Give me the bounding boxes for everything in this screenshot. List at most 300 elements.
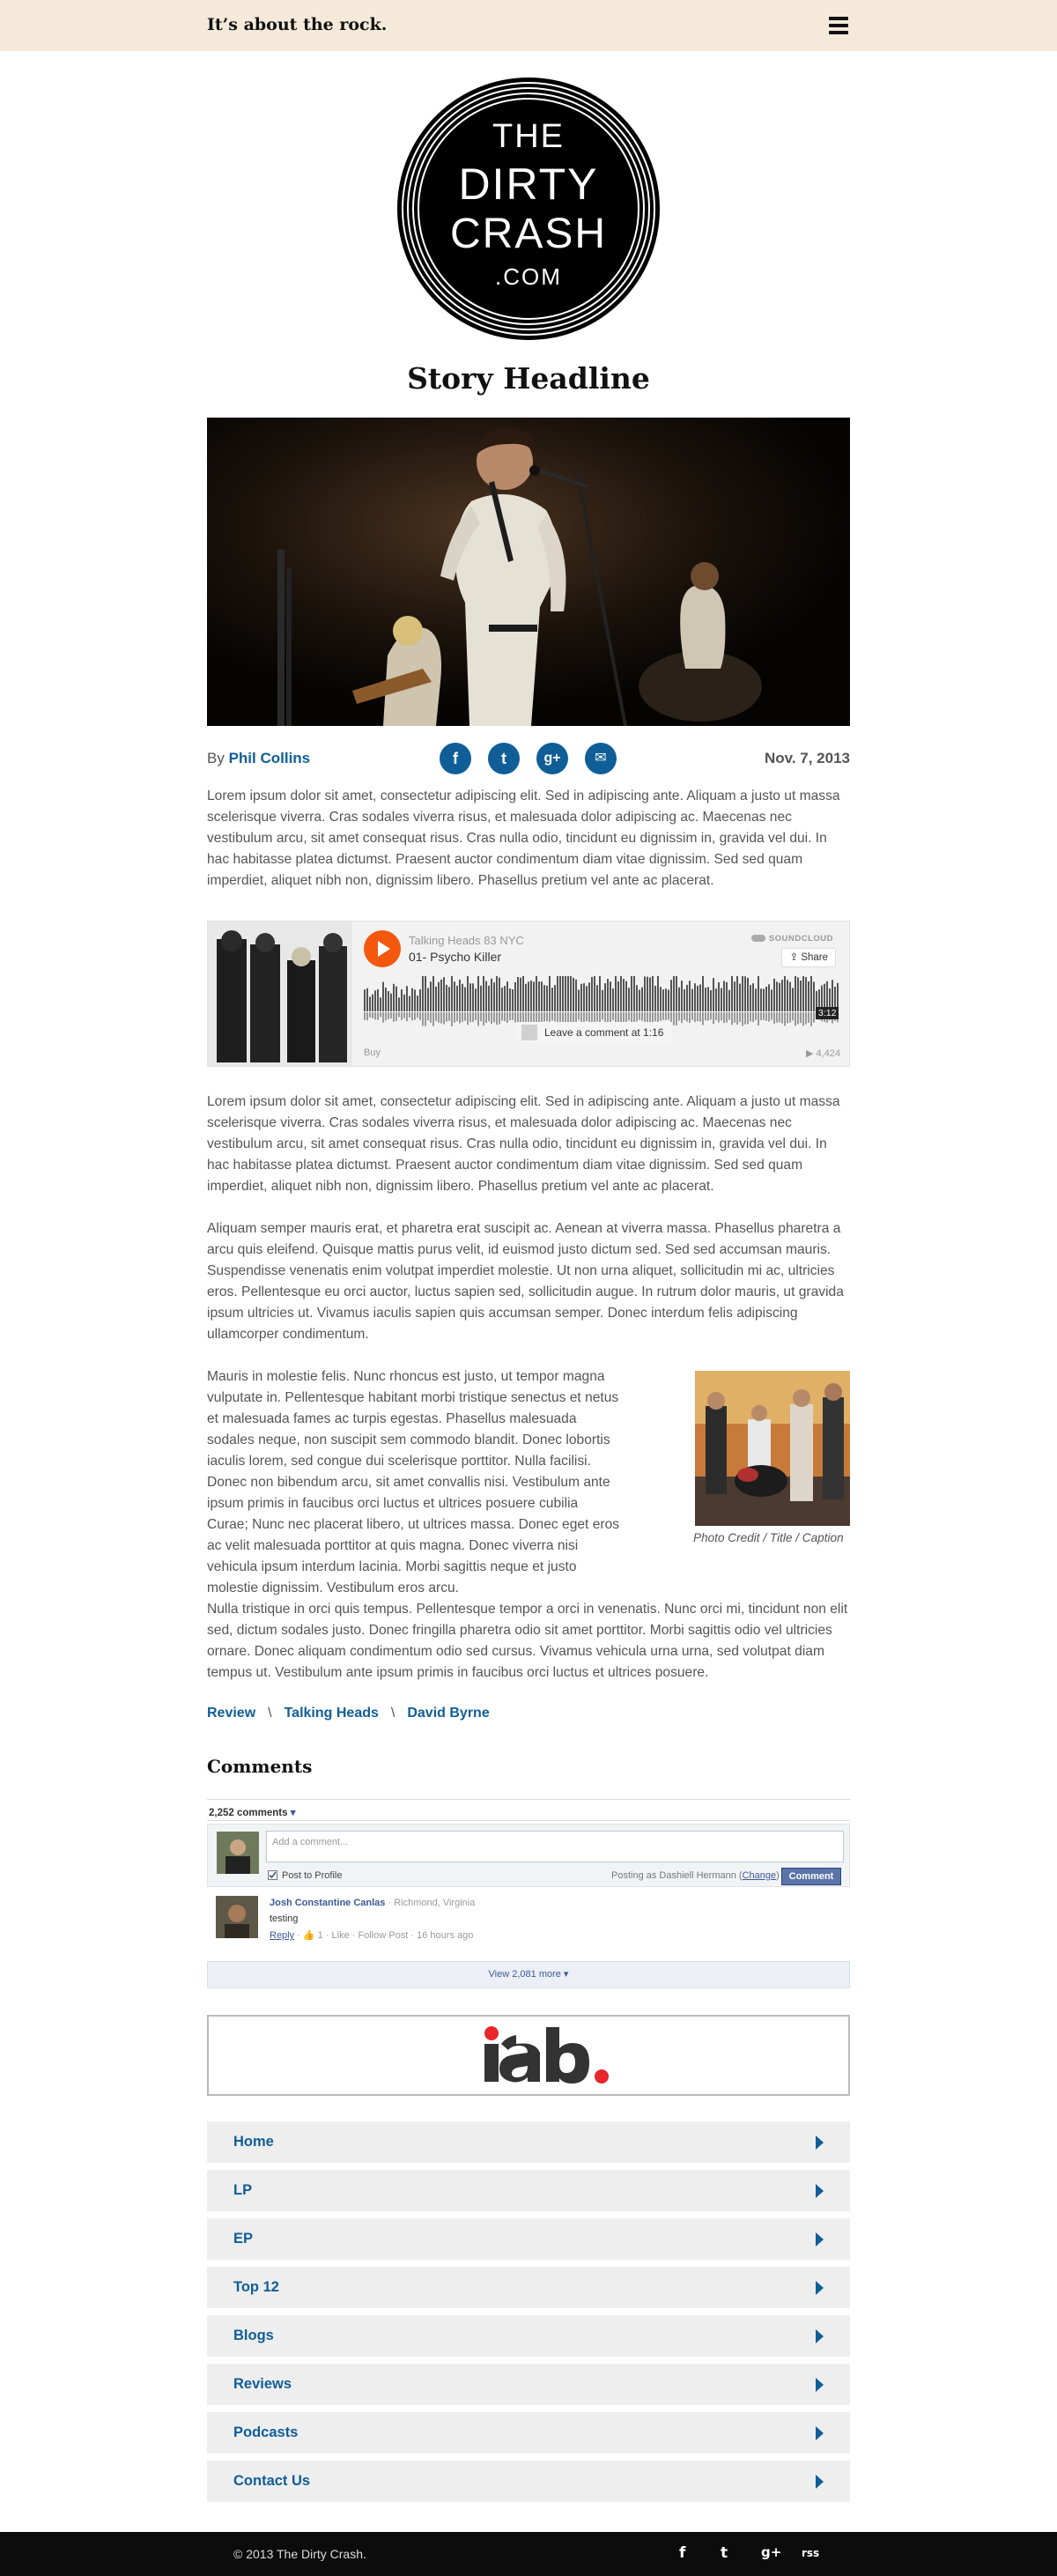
waveform-bar xyxy=(789,982,791,1011)
waveform-reflection xyxy=(760,1012,762,1020)
reply-link[interactable]: Reply xyxy=(270,1930,295,1941)
nav-item-blogs[interactable] xyxy=(207,2315,850,2357)
comment-prompt-text: Leave a comment at 1:16 xyxy=(544,1026,664,1039)
waveform-reflection xyxy=(734,1012,735,1023)
waveform-bar xyxy=(728,990,730,1011)
waveform-reflection xyxy=(382,1012,384,1023)
waveform-bar xyxy=(512,989,514,1011)
waveform-reflection xyxy=(779,1012,780,1022)
waveform-bar xyxy=(660,987,662,1011)
waveform-reflection xyxy=(583,1012,585,1022)
waveform-reflection xyxy=(739,1012,741,1022)
waveform-bar xyxy=(760,988,762,1011)
waveform-reflection xyxy=(795,1012,796,1025)
post-to-profile-label: Post to Profile xyxy=(282,1870,343,1881)
waveform-reflection xyxy=(480,1012,482,1021)
waveform-bar xyxy=(723,981,725,1011)
soundcloud-track-title[interactable]: 01- Psycho Killer xyxy=(409,950,502,964)
soundcloud-brand[interactable] xyxy=(751,934,833,944)
waveform-reflection xyxy=(422,1012,424,1026)
waveform-reflection xyxy=(499,1012,500,1024)
chevron-right-icon xyxy=(816,2232,824,2247)
waveform-reflection xyxy=(721,1012,722,1020)
waveform-reflection xyxy=(705,1012,706,1020)
change-account-link[interactable]: Change xyxy=(742,1870,777,1881)
waveform-reflection xyxy=(366,1012,368,1020)
inline-photo[interactable] xyxy=(695,1371,850,1526)
waveform-bar xyxy=(602,990,603,1011)
waveform-bar xyxy=(800,981,802,1011)
waveform-bar xyxy=(686,985,688,1011)
share-icon: ⇪ xyxy=(789,952,802,963)
waveform-bar xyxy=(364,989,366,1011)
waveform-bar xyxy=(575,980,577,1011)
chevron-right-icon xyxy=(816,2426,824,2440)
waveform-reflection xyxy=(752,1012,754,1022)
copyright-text: © 2013 The Dirty Crash. xyxy=(233,2547,366,2561)
waveform-reflection xyxy=(514,1012,516,1023)
waveform-reflection xyxy=(390,1012,392,1018)
waveform-reflection xyxy=(551,1012,553,1020)
waveform-bar xyxy=(808,981,809,1011)
waveform-bar xyxy=(504,986,506,1011)
waveform-bar xyxy=(718,982,720,1011)
user-avatar-icon xyxy=(521,1025,537,1040)
posting-as-prefix: Posting as Dashiell Hermann ( xyxy=(611,1870,743,1881)
waveform-reflection xyxy=(718,1012,720,1023)
waveform-reflection xyxy=(419,1012,421,1020)
waveform-bar xyxy=(472,983,474,1011)
waveform-reflection xyxy=(491,1012,492,1024)
nav-item-contact-us[interactable] xyxy=(207,2461,850,2502)
waveform-reflection xyxy=(512,1012,514,1020)
waveform-bar xyxy=(652,976,654,1011)
waveform-reflection xyxy=(578,1012,580,1020)
waveform-bar xyxy=(673,976,675,1011)
waveform-bar xyxy=(406,986,408,1011)
waveform-bar xyxy=(522,976,524,1011)
tag-list xyxy=(207,1706,490,1721)
story-headline: Story Headline xyxy=(407,361,650,396)
commenter-avatar[interactable] xyxy=(216,1896,258,1938)
waveform-bar xyxy=(787,980,788,1011)
waveform-bar xyxy=(530,981,532,1011)
waveform-bar xyxy=(615,976,617,1011)
nav-label: Contact Us xyxy=(233,2473,311,2489)
logo-text-crash: CRASH xyxy=(449,211,608,257)
waveform-reflection xyxy=(805,1012,807,1025)
waveform-reflection xyxy=(467,1012,469,1025)
waveform-reflection xyxy=(488,1012,490,1021)
waveform-reflection xyxy=(496,1012,498,1025)
album-art xyxy=(208,922,352,1066)
waveform-bar xyxy=(443,977,445,1011)
waveform-reflection xyxy=(686,1012,688,1022)
waveform-reflection xyxy=(602,1012,603,1019)
waveform-reflection xyxy=(744,1012,746,1025)
waveform-bar xyxy=(771,989,772,1011)
waveform-reflection xyxy=(792,1012,794,1020)
waveform-bar xyxy=(763,988,765,1011)
waveform-bar xyxy=(699,984,701,1011)
waveform-reflection xyxy=(636,1012,638,1021)
waveform-bar xyxy=(565,976,566,1011)
waveform-bar xyxy=(647,977,648,1011)
waveform-reflection xyxy=(604,1012,606,1022)
comment-entry xyxy=(207,1896,850,1949)
soundcloud-artist[interactable]: Talking Heads 83 NYC xyxy=(409,934,524,947)
chevron-right-icon xyxy=(816,2136,824,2150)
waveform-bar xyxy=(691,989,693,1011)
viewer-avatar xyxy=(217,1832,259,1874)
iab-ad-banner[interactable] xyxy=(207,2015,850,2096)
soundcloud-play-button[interactable] xyxy=(364,930,401,967)
waveform-reflection xyxy=(393,1012,395,1022)
nav-item-lp[interactable] xyxy=(207,2170,850,2211)
waveform-bar xyxy=(448,987,450,1011)
waveform-reflection xyxy=(802,1012,804,1025)
waveform-bar xyxy=(596,985,598,1011)
waveform-reflection xyxy=(713,1012,714,1024)
thumbs-up-icon: 👍 xyxy=(302,1930,315,1941)
waveform-bar xyxy=(633,976,635,1011)
waveform-bar xyxy=(559,976,561,1011)
waveform-reflection xyxy=(736,1012,738,1025)
waveform-reflection xyxy=(639,1012,640,1020)
waveform-bar xyxy=(454,981,455,1011)
waveform-reflection xyxy=(808,1012,809,1023)
nav-item-reviews[interactable] xyxy=(207,2364,850,2405)
waveform-bar xyxy=(654,986,656,1011)
waveform-reflection xyxy=(668,1012,669,1020)
author-link[interactable]: Phil Collins xyxy=(228,750,311,766)
chevron-right-icon xyxy=(816,2475,824,2489)
waveform-reflection xyxy=(673,1012,675,1025)
soundcloud-comment-prompt[interactable] xyxy=(516,1022,672,1043)
waveform-bar xyxy=(496,976,498,1011)
chevron-right-icon xyxy=(816,2184,824,2198)
waveform-reflection xyxy=(475,1012,477,1020)
waveform-reflection xyxy=(493,1012,495,1022)
waveform-reflection xyxy=(435,1012,437,1021)
googleplus-share-icon[interactable]: g+ xyxy=(536,743,568,774)
waveform-reflection xyxy=(641,1012,643,1021)
waveform-bar xyxy=(432,976,434,1011)
soundcloud-share-label: Share xyxy=(801,952,828,963)
comment-input[interactable]: Add a comment... xyxy=(266,1831,844,1862)
waveform-bar xyxy=(525,984,527,1011)
tag-link-review[interactable]: Review xyxy=(207,1706,256,1721)
waveform-reflection xyxy=(462,1012,463,1022)
waveform-bar xyxy=(736,976,738,1011)
waveform-bar xyxy=(499,978,500,1011)
waveform-reflection xyxy=(588,1012,590,1022)
waveform-reflection xyxy=(427,1012,429,1020)
nav-item-podcasts[interactable] xyxy=(207,2412,850,2454)
waveform-bar xyxy=(684,989,685,1011)
waveform-bar xyxy=(702,976,704,1011)
waveform-bar xyxy=(747,978,749,1011)
waveform-reflection xyxy=(425,1012,426,1026)
posting-as xyxy=(611,1870,780,1881)
waveform-reflection xyxy=(586,1012,588,1021)
facebook-share-icon[interactable]: f xyxy=(440,743,471,774)
footer-facebook-icon[interactable]: f xyxy=(679,2544,686,2562)
waveform-bar xyxy=(380,997,381,1011)
waveform-reflection xyxy=(369,1012,371,1018)
waveform-bar xyxy=(388,991,389,1011)
comment-meta[interactable]: 1 · Like · Follow Post · 16 hours ago xyxy=(314,1930,474,1941)
article-paragraph: Nulla tristique in orci quis tempus. Pellentesque tempor a orci in venenatis. Nunc orci mi, tincidunt non elit sed, dictum sodales justo. Donec fringilla pharetra odio sit amet porttitor. Morbi sagittis odio vel ultricies ornare. Donec aliquam condimentum odio sed cursus. Vivamus vehicula urna urna, sed volutpat diam tempus ut. Vestibulum ante ipsum primis in faucibus orci luctus et ultrices posuere. xyxy=(207,1602,848,1680)
play-count-value: 4,424 xyxy=(816,1048,840,1059)
waveform-reflection xyxy=(443,1012,445,1025)
waveform-bar xyxy=(422,976,424,1011)
waveform-bar xyxy=(483,976,484,1011)
soundcloud-play-count xyxy=(806,1047,840,1059)
waveform-bar xyxy=(427,988,429,1011)
waveform-bar xyxy=(644,976,646,1011)
waveform-reflection xyxy=(789,1012,791,1023)
comment-body: testing xyxy=(270,1913,299,1924)
waveform-reflection xyxy=(469,1012,471,1022)
waveform-reflection xyxy=(813,1012,815,1023)
waveform-bar xyxy=(662,989,664,1011)
waveform-bar xyxy=(676,976,677,1011)
site-logo[interactable] xyxy=(396,77,661,341)
tag-link-david-byrne[interactable]: David Byrne xyxy=(407,1706,490,1721)
waveform-reflection xyxy=(546,1012,548,1021)
waveform-reflection xyxy=(440,1012,442,1024)
logo-text-the: THE xyxy=(492,118,565,155)
footer-twitter-icon[interactable]: t xyxy=(721,2544,728,2562)
hamburger-menu-icon[interactable] xyxy=(829,17,848,34)
article-paragraph: Aliquam semper mauris erat, et pharetra erat suscipit ac. Aenean at viverra massa. Phasellus pharetra a arcu quis eleifend. Quisque mattis purus velit, id euismod justo dictum sed. Sed sed accumsan mauris. Suspendisse venenatis enim volutpat imperdiet molestie. Ut non urna aliquet, sollicitudin mi ac, ultricies eros. Pellentesque eu orci auctor, luctus sapien sed, sollicitudin augue. In rutrum dolor mauris, ut gravida ipsum ultricies ut. Vivamus iaculis sapien quis accumsan semper. Donec interdum felis adipiscing ullamcorper condimentum. xyxy=(207,1221,844,1342)
waveform-bar xyxy=(588,982,590,1011)
waveform-reflection xyxy=(398,1012,400,1017)
waveform-reflection xyxy=(697,1012,699,1021)
post-to-profile-checkbox[interactable] xyxy=(268,1870,277,1880)
waveform-reflection xyxy=(771,1012,772,1020)
waveform-bar xyxy=(578,989,580,1011)
waveform-reflection xyxy=(768,1012,770,1022)
waveform-bar xyxy=(536,976,537,1011)
waveform-bar xyxy=(385,988,387,1011)
comments-count[interactable] xyxy=(209,1806,295,1818)
waveform-reflection xyxy=(411,1012,413,1020)
waveform-bar xyxy=(390,994,392,1011)
waveform-reflection xyxy=(776,1012,778,1023)
waveform-bar xyxy=(631,976,632,1011)
waveform-reflection xyxy=(554,1012,556,1021)
waveform-reflection xyxy=(385,1012,387,1020)
waveform-bar xyxy=(366,988,368,1011)
waveform-reflection xyxy=(765,1012,767,1021)
waveform-reflection xyxy=(501,1012,503,1020)
waveform-reflection xyxy=(456,1012,458,1021)
waveform-reflection xyxy=(414,1012,416,1020)
waveform-bar xyxy=(509,988,511,1011)
waveform-bar xyxy=(372,995,373,1011)
waveform-bar xyxy=(570,976,572,1011)
waveform-reflection xyxy=(731,1012,733,1025)
waveform-bar xyxy=(681,981,683,1011)
waveform-bar xyxy=(456,986,458,1011)
waveform-bar xyxy=(477,976,479,1011)
waveform-bar xyxy=(469,983,471,1011)
waveform-reflection xyxy=(702,1012,704,1025)
comments-count-bar xyxy=(207,1799,850,1821)
nav-label: Home xyxy=(233,2134,274,2150)
waveform-bar xyxy=(752,983,754,1011)
waveform-reflection xyxy=(388,1012,389,1019)
waveform-bar xyxy=(625,981,627,1011)
waveform-reflection xyxy=(430,1012,432,1023)
byline-prefix: By xyxy=(207,750,225,766)
footer-rss-icon[interactable]: rss xyxy=(802,2547,820,2559)
waveform-bar xyxy=(369,996,371,1011)
waveform-bar xyxy=(797,977,799,1011)
waveform-bar xyxy=(781,980,783,1011)
waveform-reflection xyxy=(810,1012,812,1026)
waveform-bar xyxy=(670,980,672,1011)
waveform-bar xyxy=(713,978,714,1011)
footer-googleplus-icon[interactable]: g+ xyxy=(761,2544,782,2560)
waveform-reflection xyxy=(800,1012,802,1023)
waveform-reflection xyxy=(580,1012,582,1022)
waveform-reflection xyxy=(377,1012,379,1020)
waveform-bar xyxy=(734,981,735,1011)
comment-submit-button[interactable]: Comment xyxy=(781,1868,841,1885)
waveform-reflection xyxy=(784,1012,786,1025)
iab-logo xyxy=(209,2017,848,2094)
nav-label: EP xyxy=(233,2231,254,2247)
waveform-bar xyxy=(784,976,786,1011)
waveform-reflection xyxy=(699,1012,701,1022)
waveform-bar xyxy=(739,984,741,1011)
waveform-bar xyxy=(573,978,574,1011)
chevron-right-icon xyxy=(816,2378,824,2392)
waveform-reflection xyxy=(596,1012,598,1021)
waveform-bar xyxy=(755,988,757,1011)
waveform-bar xyxy=(705,988,706,1011)
waveform-reflection xyxy=(506,1012,508,1023)
waveform-bar xyxy=(393,984,395,1011)
email-share-icon[interactable]: ✉ xyxy=(585,743,617,774)
waveform-reflection xyxy=(660,1012,662,1021)
waveform-bar xyxy=(742,976,743,1011)
comment-compose-box xyxy=(207,1824,850,1887)
waveform-bar xyxy=(501,988,503,1011)
waveform-bar xyxy=(591,977,593,1011)
nav-label: LP xyxy=(233,2182,253,2198)
waveform-bar xyxy=(528,981,529,1011)
waveform-bar xyxy=(678,988,680,1011)
waveform-bar xyxy=(549,976,551,1011)
waveform-bar xyxy=(665,988,667,1011)
waveform-bar xyxy=(694,983,696,1011)
waveform-bar xyxy=(773,979,775,1011)
waveform-reflection xyxy=(691,1012,693,1020)
waveform-reflection xyxy=(525,1012,527,1022)
soundcloud-buy-link[interactable]: Buy xyxy=(364,1047,381,1058)
commenter-name xyxy=(270,1898,475,1908)
waveform-reflection xyxy=(454,1012,455,1023)
commenter-name-link[interactable]: Josh Constantine Canlas xyxy=(270,1898,386,1908)
tag-link-talking-heads[interactable]: Talking Heads xyxy=(284,1706,379,1721)
waveform-reflection xyxy=(750,1012,751,1021)
waveform-bar xyxy=(435,987,437,1011)
waveform-reflection xyxy=(715,1012,717,1020)
waveform-bar xyxy=(538,981,540,1011)
waveform-bar xyxy=(617,981,619,1011)
waveform-reflection xyxy=(662,1012,664,1020)
waveform-bar xyxy=(768,984,770,1011)
waveform-reflection xyxy=(477,1012,479,1026)
nav-item-ep[interactable] xyxy=(207,2218,850,2260)
waveform-bar xyxy=(520,978,521,1011)
waveform-bar xyxy=(374,990,376,1011)
waveform-bar xyxy=(765,987,767,1011)
waveform-bar xyxy=(459,980,461,1011)
waveform-bar xyxy=(657,976,659,1011)
waveform-bar xyxy=(546,986,548,1011)
waveform-bar xyxy=(731,976,733,1011)
waveform-bar xyxy=(610,981,611,1011)
waveform-reflection xyxy=(755,1012,757,1020)
waveform-reflection xyxy=(409,1012,410,1018)
twitter-share-icon[interactable]: t xyxy=(488,743,520,774)
waveform-reflection xyxy=(763,1012,765,1020)
tag-separator: \ xyxy=(390,1706,395,1721)
soundcloud-player xyxy=(207,921,850,1067)
waveform-bar xyxy=(475,988,477,1011)
waveform-bar xyxy=(543,985,545,1011)
waveform-reflection xyxy=(448,1012,450,1021)
waveform-bar xyxy=(586,986,588,1011)
view-more-comments-button[interactable]: View 2,081 more ▾ xyxy=(207,1961,850,1988)
waveform-bar xyxy=(583,983,585,1011)
waveform-reflection xyxy=(665,1012,667,1020)
nav-item-home[interactable] xyxy=(207,2121,850,2163)
waveform-reflection xyxy=(509,1012,511,1020)
article-paragraph: Lorem ipsum dolor sit amet, consectetur adipiscing elit. Sed in adipiscing ante. Aliquam a justo ut massa scelerisque viverra. Cras sodales viverra risus, et malesuada dolor adipiscing ac. Maecenas nec vestibulum arcu, sit amet consequat risus. Cras nulla odio, tincidunt eu dignissim in, gravida vel dui. In hac habitasse platea dictumst. Praesent auctor condimentum diam vitae dignissim. Sed sed quam imperdiet, aliquet nibh non, dignissim libero. Phasellus pretium vel ante ac placerat. xyxy=(207,1094,840,1194)
nav-label: Top 12 xyxy=(233,2279,279,2295)
waveform-bar xyxy=(557,976,558,1011)
soundcloud-share-button[interactable] xyxy=(781,948,836,967)
waveform-bar xyxy=(802,976,804,1011)
waveform-bar xyxy=(649,977,651,1011)
waveform-bar xyxy=(451,976,453,1011)
nav-label: Podcasts xyxy=(233,2424,299,2440)
nav-item-top-12[interactable] xyxy=(207,2267,850,2308)
waveform-bar xyxy=(750,985,751,1011)
byline xyxy=(207,750,310,767)
waveform-reflection xyxy=(472,1012,474,1022)
nav-label: Blogs xyxy=(233,2328,274,2343)
waveform-reflection xyxy=(406,1012,408,1021)
article-paragraph: Mauris in molestie felis. Nunc rhoncus est justo, ut tempor magna vulputate in. Pellentesque habitant morbi tristique senectus et netus et malesuada fames ac turpis egestas. Phasellus malesuada sodales neque, non suscipit sem commodo blandit. Donec lobortis iaculis lorem, sed congue dui scelerisque porttitor. Nulla facilisi. Donec non bibendum arcu, sit amet convallis nisi. Vestibulum ante ipsum primis in faucibus orci luctus et ultrices posuere cubilia Curae; Nunc nec placerat libero, ut ultrices massa. Donec eget eros ac velit malesuada porttitor at quis magna. Donec viverra nisi vehicula ipsum interdum lacinia. Morbi sagittis neque et justo molestie dignissim. Vestibulum eros arcu. xyxy=(207,1369,620,1595)
waveform-bar xyxy=(689,981,691,1011)
site-footer xyxy=(0,2532,1057,2576)
waveform-bar xyxy=(604,983,606,1011)
waveform-bar xyxy=(554,985,556,1011)
waveform-bar xyxy=(668,990,669,1011)
waveform-bar xyxy=(377,989,379,1011)
waveform-bar xyxy=(493,982,495,1011)
comments-count-value: 2,252 comments xyxy=(209,1808,288,1818)
waveform-reflection xyxy=(728,1012,730,1019)
waveform-reflection xyxy=(459,1012,461,1024)
